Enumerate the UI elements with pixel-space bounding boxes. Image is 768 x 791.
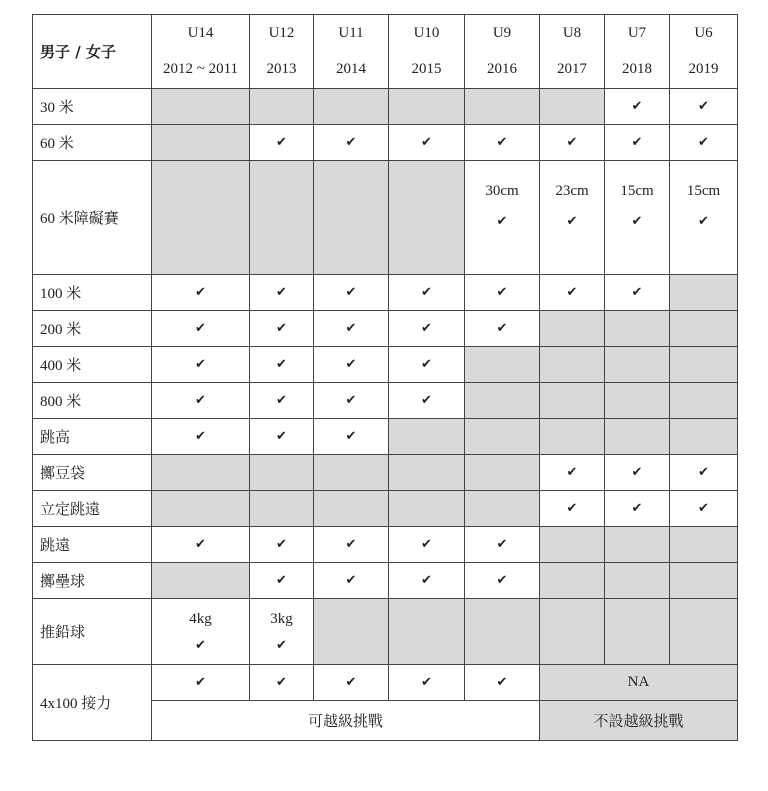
na-cell (540, 599, 605, 665)
na-cell (605, 419, 670, 455)
check-icon: ✔ (195, 637, 206, 653)
event-label: 60 米障礙賽 (33, 161, 152, 275)
na-cell (389, 161, 465, 275)
group-year: 2019 (688, 61, 719, 77)
event-label: 推鉛球 (33, 599, 152, 665)
group-name: U6 (694, 25, 713, 41)
group-name: U10 (413, 25, 440, 41)
check-icon: ✔ (496, 135, 508, 150)
check-icon: ✔ (496, 537, 508, 552)
relay-cross-ok: 可越級挑戰 (152, 701, 540, 741)
na-cell (389, 455, 465, 491)
check-icon: ✔ (345, 675, 357, 690)
shot-weight: 3kg (270, 610, 293, 627)
header-u7 (605, 15, 670, 89)
group-year: 2016 (487, 61, 517, 77)
check-icon: ✔ (195, 429, 206, 444)
event-label: 擲壘球 (33, 563, 152, 599)
na-cell (540, 527, 605, 563)
na-cell (670, 563, 738, 599)
header-row (33, 15, 738, 89)
check-icon: ✔ (631, 99, 643, 114)
row-60m (33, 125, 738, 161)
check-icon: ✔ (195, 285, 206, 300)
group-year: 2014 (336, 61, 366, 77)
check-icon: ✔ (195, 537, 206, 552)
event-label: 400 米 (33, 347, 152, 383)
check-icon: ✔ (345, 357, 357, 372)
na-cell (314, 89, 389, 125)
check-icon: ✔ (631, 465, 643, 480)
na-cell (389, 419, 465, 455)
hurdle-height: 15cm (686, 182, 721, 199)
event-label: 跳高 (33, 419, 152, 455)
check-icon: ✔ (421, 285, 432, 300)
na-cell (389, 491, 465, 527)
na-cell (670, 599, 738, 665)
group-name: U7 (627, 25, 647, 41)
na-cell (152, 125, 250, 161)
na-cell (314, 455, 389, 491)
check-icon: ✔ (631, 213, 643, 229)
check-icon: ✔ (276, 393, 287, 408)
group-year: 2018 (622, 61, 652, 77)
header-u9 (465, 15, 540, 89)
na-cell (605, 563, 670, 599)
group-name: U11 (338, 25, 364, 41)
na-cell (540, 563, 605, 599)
hurdle-height: 15cm (620, 182, 654, 199)
check-icon: ✔ (496, 675, 508, 690)
check-icon: ✔ (276, 637, 287, 653)
na-cell (670, 311, 738, 347)
check-icon: ✔ (195, 393, 206, 408)
na-cell (670, 527, 738, 563)
row-400m (33, 347, 738, 383)
na-cell (152, 491, 250, 527)
check-icon: ✔ (345, 285, 357, 300)
na-cell (540, 347, 605, 383)
na-cell (540, 89, 605, 125)
group-name: U12 (268, 25, 295, 41)
na-cell (605, 347, 670, 383)
na-cell (250, 161, 314, 275)
group-year: 2012 ~ 2011 (162, 61, 239, 77)
na-cell (465, 383, 540, 419)
group-year: 2013 (266, 61, 297, 77)
check-icon: ✔ (566, 501, 578, 516)
check-icon: ✔ (496, 285, 508, 300)
event-label: 擲豆袋 (33, 455, 152, 491)
group-year: 2017 (557, 61, 587, 77)
check-icon: ✔ (345, 321, 357, 336)
check-icon: ✔ (566, 285, 578, 300)
row-60m-hurdles (33, 161, 738, 275)
check-icon: ✔ (276, 135, 287, 150)
row-shot-put (33, 599, 738, 665)
check-icon: ✔ (421, 357, 432, 372)
header-u10 (389, 15, 465, 89)
relay-cross-no: 不設越級挑戰 (540, 701, 738, 741)
na-cell (250, 89, 314, 125)
na-cell (670, 347, 738, 383)
header-u12 (250, 15, 314, 89)
event-label: 30 米 (33, 89, 152, 125)
check-icon: ✔ (345, 393, 357, 408)
check-icon: ✔ (276, 573, 287, 588)
row-100m (33, 275, 738, 311)
header-u6 (670, 15, 738, 89)
na-cell (152, 161, 250, 275)
check-icon: ✔ (421, 321, 432, 336)
hurdle-height: 23cm (555, 182, 589, 199)
check-icon: ✔ (631, 285, 643, 300)
check-icon: ✔ (698, 135, 709, 150)
check-icon: ✔ (345, 429, 357, 444)
check-icon: ✔ (698, 99, 709, 114)
group-name: U8 (562, 25, 582, 41)
row-softball (33, 563, 738, 599)
header-u8 (540, 15, 605, 89)
eligibility-table (32, 14, 738, 741)
na-cell (605, 527, 670, 563)
na-cell (605, 383, 670, 419)
row-800m (33, 383, 738, 419)
check-icon: ✔ (698, 465, 709, 480)
check-icon: ✔ (566, 135, 578, 150)
check-icon: ✔ (421, 135, 432, 150)
check-icon: ✔ (421, 393, 432, 408)
relay-na: NA (540, 665, 738, 701)
na-cell (670, 419, 738, 455)
check-icon: ✔ (195, 321, 206, 336)
event-label: 60 米 (33, 125, 152, 161)
na-cell (465, 491, 540, 527)
check-icon: ✔ (276, 321, 287, 336)
check-icon: ✔ (631, 135, 643, 150)
group-name: U9 (492, 25, 512, 41)
check-icon: ✔ (195, 357, 206, 372)
check-icon: ✔ (195, 675, 206, 690)
na-cell (465, 347, 540, 383)
check-icon: ✔ (631, 501, 643, 516)
na-cell (540, 311, 605, 347)
na-cell (605, 599, 670, 665)
na-cell (389, 89, 465, 125)
na-cell (540, 383, 605, 419)
na-cell (605, 311, 670, 347)
check-icon: ✔ (496, 213, 508, 229)
hurdle-height: 30cm (485, 182, 519, 199)
na-cell (389, 599, 465, 665)
na-cell (250, 455, 314, 491)
check-icon: ✔ (276, 675, 287, 690)
row-bean-bag (33, 455, 738, 491)
na-cell (465, 419, 540, 455)
check-icon: ✔ (496, 321, 508, 336)
event-label: 100 米 (33, 275, 152, 311)
event-label: 4x100 接力 (33, 665, 152, 741)
check-icon: ✔ (566, 213, 578, 229)
group-name: U14 (187, 25, 214, 41)
na-cell (314, 491, 389, 527)
na-cell (152, 89, 250, 125)
check-icon: ✔ (345, 135, 357, 150)
check-icon: ✔ (345, 573, 357, 588)
check-icon: ✔ (698, 501, 709, 516)
event-label: 200 米 (33, 311, 152, 347)
na-cell (152, 455, 250, 491)
group-year: 2015 (411, 61, 442, 77)
event-label: 立定跳遠 (33, 491, 152, 527)
row-high-jump (33, 419, 738, 455)
na-cell (540, 419, 605, 455)
check-icon: ✔ (496, 573, 508, 588)
corner-label: 男子 / 女子 (33, 15, 152, 89)
check-icon: ✔ (276, 285, 287, 300)
check-icon: ✔ (276, 537, 287, 552)
na-cell (314, 599, 389, 665)
check-icon: ✔ (566, 465, 578, 480)
shot-weight: 4kg (189, 610, 212, 627)
check-icon: ✔ (421, 573, 432, 588)
row-standing-long-jump (33, 491, 738, 527)
event-label: 跳遠 (33, 527, 152, 563)
check-icon: ✔ (276, 429, 287, 444)
check-icon: ✔ (345, 537, 357, 552)
check-icon: ✔ (276, 357, 287, 372)
header-u14 (152, 15, 250, 89)
row-200m (33, 311, 738, 347)
check-icon: ✔ (698, 213, 709, 229)
na-cell (250, 491, 314, 527)
row-relay (33, 665, 738, 701)
na-cell (465, 599, 540, 665)
check-icon: ✔ (421, 675, 432, 690)
event-label: 800 米 (33, 383, 152, 419)
row-30m (33, 89, 738, 125)
header-u11 (314, 15, 389, 89)
na-cell (465, 455, 540, 491)
na-cell (670, 383, 738, 419)
row-long-jump (33, 527, 738, 563)
na-cell (465, 89, 540, 125)
na-cell (152, 563, 250, 599)
na-cell (314, 161, 389, 275)
na-cell (670, 275, 738, 311)
check-icon: ✔ (421, 537, 432, 552)
